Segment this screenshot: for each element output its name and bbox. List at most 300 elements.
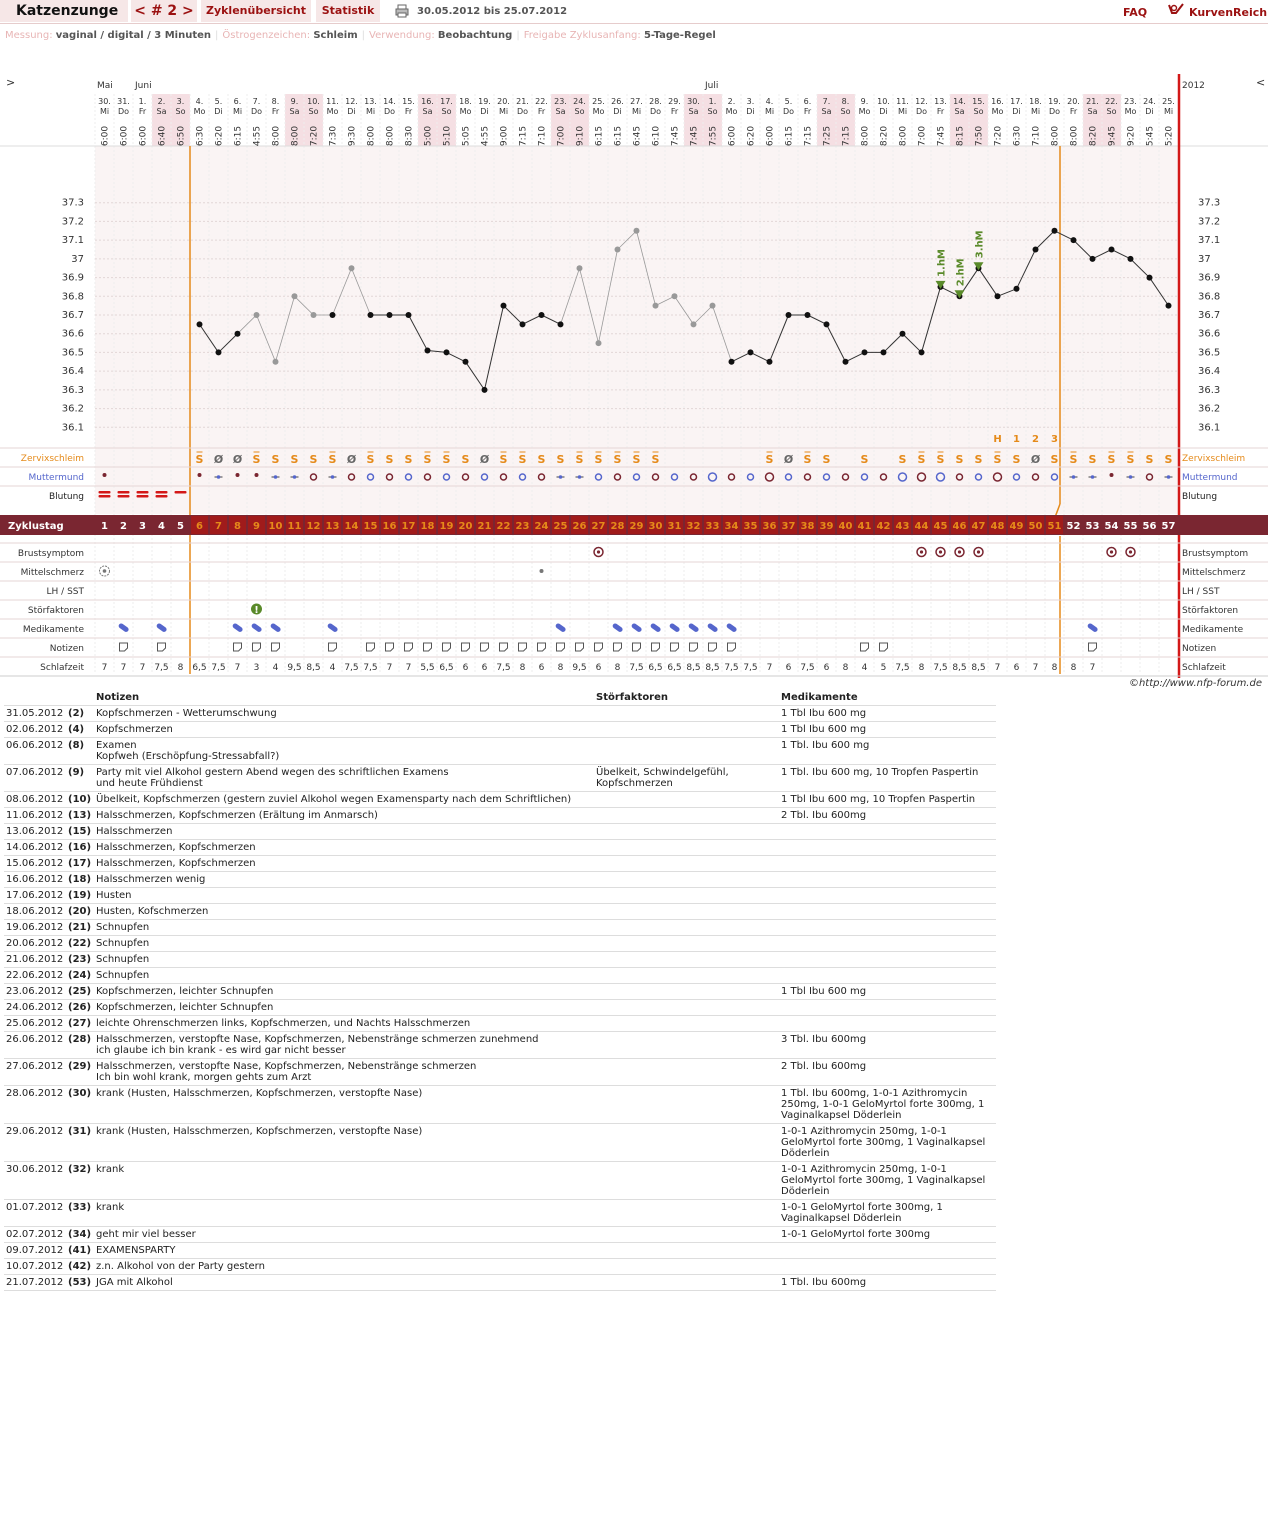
faq-link[interactable]: FAQ <box>1123 6 1148 19</box>
row-note: Halsschmerzen <box>94 823 594 839</box>
row-cycle-day: (10) <box>66 791 94 807</box>
cycle-day-number: 5 <box>177 521 184 532</box>
credit-url: http://www.nfp-forum.de <box>1138 678 1262 689</box>
high-marker-label: 3.hM <box>974 230 986 259</box>
row-meds <box>779 855 996 871</box>
row-meds <box>779 903 996 919</box>
cervix-line-dot <box>1072 475 1076 479</box>
y-tick-right: 36.5 <box>1198 347 1221 359</box>
temp-point <box>482 387 488 393</box>
date-label: 17. <box>440 97 453 106</box>
mucus-symbol: Ø <box>232 453 243 466</box>
row-date: 26.06.2012 <box>4 1031 66 1058</box>
table-row <box>4 705 996 721</box>
sleep-value: 8,5 <box>306 663 321 673</box>
nav-next-arrow: < <box>1256 76 1266 89</box>
note-icon <box>671 643 679 651</box>
weekday-label: Di <box>1145 107 1154 116</box>
weekday-label: Di <box>613 107 622 116</box>
date-label: 16. <box>421 97 434 106</box>
row-note: Husten <box>94 887 594 903</box>
pill-icon <box>688 622 700 632</box>
date-label: 20. <box>497 97 510 106</box>
weekday-label: Di <box>480 107 489 116</box>
row-date: 30.06.2012 <box>4 1161 66 1199</box>
time-label: 9:20 <box>1126 125 1137 147</box>
y-tick-left: 36.7 <box>61 310 84 321</box>
sleep-value: 8,5 <box>686 663 701 673</box>
date-label: 9. <box>290 97 299 106</box>
weekday-label: Do <box>915 107 928 116</box>
row-disturb <box>594 721 779 737</box>
grid-column-bg <box>665 146 684 514</box>
mucus-symbol: S <box>404 453 413 466</box>
date-label: 2. <box>727 97 736 106</box>
sleep-value: 7 <box>386 663 393 673</box>
cycle-day-number: 30 <box>648 521 663 532</box>
row-meds <box>779 839 996 855</box>
cervix-line-dot <box>559 475 563 479</box>
temp-point <box>330 312 336 318</box>
temp-point <box>520 321 526 327</box>
cycle-day-number: 40 <box>838 521 853 532</box>
count-label: H <box>993 434 1002 445</box>
cycle-day-number: 38 <box>800 521 815 532</box>
temp-point <box>596 340 602 346</box>
time-label: 6:45 <box>632 125 643 147</box>
sleep-value: 6,5 <box>667 663 682 673</box>
breast-symptom-dot <box>958 550 961 553</box>
row-date: 21.06.2012 <box>4 951 66 967</box>
row-meds <box>779 1015 996 1031</box>
note-icon <box>709 643 717 651</box>
table-row <box>4 1258 996 1274</box>
row-cycle-day: (25) <box>66 983 94 999</box>
y-tick-right: 36.6 <box>1198 328 1221 340</box>
pill-icon <box>156 622 168 632</box>
bleeding-bar <box>118 491 130 494</box>
row-note: Halsschmerzen, Kopfschmerzen (Erältung im Anmarsch) <box>94 807 594 823</box>
row-label-left: LH / SST <box>46 587 84 597</box>
row-label-left: Medikamente <box>22 625 84 635</box>
cervix-line-dot <box>1167 475 1171 479</box>
row-date: 18.06.2012 <box>4 903 66 919</box>
cervix-line-dot <box>331 475 335 479</box>
row-cycle-day: (24) <box>66 967 94 983</box>
weekday-label: Mi <box>1163 107 1174 116</box>
cycle-day-number: 23 <box>515 521 530 532</box>
weekday-label: Mi <box>1030 107 1041 116</box>
cycle-day-number: 46 <box>952 521 967 532</box>
meta-label: Östrogenzeichen: <box>222 30 314 41</box>
time-label: 8:00 <box>1069 125 1080 147</box>
cycle-chart <box>0 74 1268 678</box>
bleeding-bar <box>137 491 149 494</box>
temp-point <box>862 349 868 355</box>
table-row <box>4 903 996 919</box>
bleeding-bar <box>156 491 168 494</box>
credit[interactable] <box>1129 678 1262 689</box>
notes-table <box>4 690 996 1291</box>
cycle-day-number: 34 <box>724 521 739 532</box>
tab-cycle-overview[interactable]: Zyklenübersicht <box>201 0 311 22</box>
high-marker-label: 2.hM <box>955 258 967 287</box>
time-label: 5:20 <box>1164 125 1175 147</box>
copyright-symbol: © <box>1128 678 1139 689</box>
weekday-label: So <box>574 107 585 116</box>
row-note: krank <box>94 1199 594 1226</box>
time-label: 7:30 <box>328 125 339 147</box>
weekday-label: Mo <box>193 107 206 116</box>
heart-logo-icon <box>1167 2 1185 16</box>
temp-point <box>1033 247 1039 253</box>
row-date: 10.07.2012 <box>4 1258 66 1274</box>
cycle-day-number: 10 <box>268 521 283 532</box>
weekday-label: Di <box>347 107 356 116</box>
temp-point <box>235 331 241 337</box>
time-label: 7:55 <box>708 125 719 147</box>
row-note: Halsschmerzen, Kopfschmerzen <box>94 855 594 871</box>
row-label-left: Brustsymptom <box>17 549 84 559</box>
breast-symptom-dot <box>597 550 600 553</box>
mucus-symbol: Ø <box>479 453 490 466</box>
note-icon <box>728 643 736 651</box>
y-tick-right: 37 <box>1198 253 1211 265</box>
grid-column-bg <box>836 146 855 514</box>
breast-symptom-dot <box>977 550 980 553</box>
sleep-value: 8 <box>842 663 849 673</box>
date-label: 8. <box>841 97 850 106</box>
weekday-label: Fr <box>936 107 945 116</box>
note-icon <box>614 643 622 651</box>
date-label: 4. <box>195 97 204 106</box>
row-disturb <box>594 967 779 983</box>
sleep-value: 8 <box>557 663 564 673</box>
table-row <box>4 935 996 951</box>
table-row <box>4 951 996 967</box>
cycle-day-number: 28 <box>610 521 625 532</box>
time-label: 6:00 <box>727 125 738 147</box>
mucus-symbol: S <box>499 453 508 466</box>
mucus-symbol: S <box>974 453 983 466</box>
sleep-value: 7 <box>1032 663 1039 673</box>
temp-point <box>197 321 203 327</box>
time-label: 6:15 <box>613 125 624 147</box>
cycle-day-number: 47 <box>971 521 986 532</box>
note-icon <box>405 643 413 651</box>
grid-column-bg <box>95 146 114 514</box>
pill-icon <box>631 622 643 632</box>
row-date: 09.07.2012 <box>4 1242 66 1258</box>
app-title: Katzenzunge <box>0 0 128 22</box>
sleep-value: 7 <box>234 663 241 673</box>
table-row <box>4 919 996 935</box>
mucus-symbol: S <box>366 453 375 466</box>
sleep-value: 8,5 <box>705 663 720 673</box>
table-row <box>4 807 996 823</box>
cycle-day-number: 36 <box>762 521 777 532</box>
date-label: 16. <box>991 97 1004 106</box>
row-disturb <box>594 1199 779 1226</box>
sleep-value: 7,5 <box>895 663 910 673</box>
weekday-label: Sa <box>1087 107 1098 116</box>
row-meds: 1-0-1 GeloMyrtol forte 300mg, 1 Vaginalkapsel Döderlein <box>779 1199 996 1226</box>
date-label: 28. <box>649 97 662 106</box>
temp-point <box>463 359 469 365</box>
y-tick-right: 37.3 <box>1198 197 1221 209</box>
note-icon <box>234 643 242 651</box>
date-label: 2. <box>157 97 166 106</box>
date-label: 18. <box>1029 97 1042 106</box>
meta-separator: | <box>215 30 219 41</box>
weekday-label: Mo <box>1124 107 1137 116</box>
table-row <box>4 737 996 764</box>
cycle-day-number: 3 <box>139 521 146 532</box>
weekday-label: Fr <box>138 107 147 116</box>
time-label: 6:00 <box>100 125 111 147</box>
table-row <box>4 1199 996 1226</box>
row-cycle-day: (18) <box>66 871 94 887</box>
cycle-switcher[interactable]: < # 2 > <box>131 0 197 22</box>
cycle-day-number: 26 <box>572 521 587 532</box>
temp-point <box>995 293 1001 299</box>
time-label: 8:00 <box>271 125 282 147</box>
row-cycle-day: (20) <box>66 903 94 919</box>
date-label: 15. <box>972 97 985 106</box>
count-label: 3 <box>1051 434 1058 445</box>
date-label: 23. <box>1124 97 1137 106</box>
meta-value: 5-Tage-Regel <box>643 30 716 41</box>
col-cd <box>66 690 94 705</box>
y-tick-left: 36.5 <box>61 347 84 359</box>
date-label: 1. <box>708 97 717 106</box>
sleep-value: 8,5 <box>971 663 986 673</box>
mucus-symbol: S <box>1050 453 1059 466</box>
row-disturb <box>594 839 779 855</box>
row-disturb <box>594 791 779 807</box>
tab-statistics[interactable]: Statistik <box>316 0 380 22</box>
time-label: 8:00 <box>366 125 377 147</box>
temp-point <box>368 312 374 318</box>
row-note: Kopfschmerzen <box>94 721 594 737</box>
sleep-value: 3 <box>253 663 260 673</box>
bleeding-bar <box>175 491 187 494</box>
sleep-value: 7 <box>1089 663 1096 673</box>
cycle-day-number: 44 <box>914 521 929 532</box>
row-label-right: Störfaktoren <box>1182 606 1239 616</box>
meta-separator: | <box>361 30 365 41</box>
y-tick-right: 36.1 <box>1198 422 1221 434</box>
mucus-symbol: S <box>309 453 318 466</box>
row-note: Kopfschmerzen - Wetterumschwung <box>94 705 594 721</box>
cycle-day-number: 50 <box>1028 521 1043 532</box>
table-row <box>4 839 996 855</box>
row-cycle-day: (16) <box>66 839 94 855</box>
print-icon[interactable] <box>395 4 409 18</box>
weekday-label: Mo <box>326 107 339 116</box>
cycle-day-number: 4 <box>158 521 165 532</box>
temp-point <box>539 312 545 318</box>
weekday-label: Mo <box>459 107 472 116</box>
date-range: 30.05.2012 bis 25.07.2012 <box>417 6 568 17</box>
bleeding-bar <box>118 495 130 498</box>
sleep-value: 7,5 <box>154 663 169 673</box>
cycle-day-number: 55 <box>1123 521 1138 532</box>
row-label-right: Schlafzeit <box>1182 663 1226 673</box>
date-label: 23. <box>554 97 567 106</box>
row-date: 16.06.2012 <box>4 871 66 887</box>
temp-point <box>691 321 697 327</box>
time-label: 7:25 <box>822 125 833 147</box>
sleep-value: 7 <box>766 663 773 673</box>
pill-icon <box>251 622 263 632</box>
y-tick-left: 36.3 <box>61 384 84 396</box>
weekday-label: Fr <box>1069 107 1078 116</box>
row-date: 13.06.2012 <box>4 823 66 839</box>
cycle-day-number: 42 <box>876 521 891 532</box>
pill-icon <box>612 622 624 632</box>
time-label: 6:15 <box>784 125 795 147</box>
temp-point <box>425 348 431 354</box>
pill-icon <box>232 622 244 632</box>
cycle-day-number: 1 <box>101 521 108 532</box>
mucus-symbol: S <box>1164 453 1173 466</box>
sleep-value: 8 <box>614 663 621 673</box>
temp-point <box>900 331 906 337</box>
sleep-value: 5,5 <box>420 663 435 673</box>
cycle-day-number: 16 <box>382 521 397 532</box>
sleep-value: 7,5 <box>344 663 359 673</box>
row-cycle-day: (32) <box>66 1161 94 1199</box>
row-cycle-day: (34) <box>66 1226 94 1242</box>
mucus-symbol: S <box>442 453 451 466</box>
date-label: 24. <box>573 97 586 106</box>
row-meds: 2 Tbl. Ibu 600mg <box>779 1058 996 1085</box>
row-cycle-day: (17) <box>66 855 94 871</box>
weekday-label: Do <box>782 107 795 116</box>
mucus-symbol: S <box>594 453 603 466</box>
temp-point <box>1109 247 1115 253</box>
cycle-day-number: 52 <box>1066 521 1081 532</box>
date-label: 14. <box>383 97 396 106</box>
weekday-label: Sa <box>555 107 566 116</box>
weekday-label: Do <box>516 107 529 116</box>
col-notes: Notizen <box>94 690 594 705</box>
y-tick-right: 36.3 <box>1198 384 1221 396</box>
temp-point <box>216 349 222 355</box>
table-row <box>4 823 996 839</box>
date-label: 31. <box>117 97 130 106</box>
mucus-symbol: S <box>271 453 280 466</box>
row-label-right: Blutung <box>1182 492 1218 502</box>
row-cycle-day: (41) <box>66 1242 94 1258</box>
row-label-right: Zervixschleim <box>1182 454 1246 464</box>
date-label: 19. <box>478 97 491 106</box>
row-note: EXAMENSPARTY <box>94 1242 594 1258</box>
date-label: 22. <box>535 97 548 106</box>
note-icon <box>158 643 166 651</box>
y-tick-left: 37.2 <box>61 216 84 228</box>
weekday-label: Fr <box>537 107 546 116</box>
mucus-symbol: S <box>195 453 204 466</box>
weekday-label: Sa <box>289 107 300 116</box>
pill-icon <box>1087 622 1099 632</box>
row-meds: 1-0-1 Azithromycin 250mg, 1-0-1 GeloMyrtol forte 300mg, 1 Vaginalkapsel Döderlein <box>779 1123 996 1161</box>
y-tick-left: 37.1 <box>61 235 84 247</box>
y-tick-left: 36.1 <box>61 422 84 434</box>
table-row <box>4 967 996 983</box>
col-disturb: Störfaktoren <box>594 690 779 705</box>
row-meds: 1 Tbl. Ibu 600mg, 1-0-1 Azithromycin 250mg, 1-0-1 GeloMyrtol forte 300mg, 1 Vaginalkapsel Döderlein <box>779 1085 996 1123</box>
row-meds: 1 Tbl Ibu 600 mg <box>779 705 996 721</box>
row-meds <box>779 919 996 935</box>
cycle-day-number: 27 <box>591 521 606 532</box>
row-date: 27.06.2012 <box>4 1058 66 1085</box>
row-disturb <box>594 1085 779 1123</box>
cycle-day-number: 17 <box>401 521 416 532</box>
row-note: krank (Husten, Halsschmerzen, Kopfschmerzen, verstopfte Nase) <box>94 1085 594 1123</box>
note-icon <box>1089 643 1097 651</box>
row-date: 07.06.2012 <box>4 764 66 791</box>
weekday-label: Mi <box>232 107 243 116</box>
cycle-day-number: 22 <box>496 521 511 532</box>
date-label: 21. <box>1086 97 1099 106</box>
brand-link[interactable] <box>1167 2 1267 19</box>
month-label: Juli <box>705 81 719 91</box>
cervix-line-dot <box>293 475 297 479</box>
time-label: 7:00 <box>917 125 928 147</box>
sleep-value: 4 <box>861 663 868 673</box>
weekday-label: So <box>308 107 319 116</box>
row-note: Halsschmerzen wenig <box>94 871 594 887</box>
meta-separator: | <box>516 30 520 41</box>
row-disturb <box>594 855 779 871</box>
sleep-value: 6 <box>595 663 602 673</box>
row-date: 20.06.2012 <box>4 935 66 951</box>
temp-point <box>748 349 754 355</box>
row-disturb <box>594 1031 779 1058</box>
sleep-value: 7 <box>994 663 1001 673</box>
temp-point <box>444 349 450 355</box>
time-label: 7:20 <box>993 125 1004 147</box>
temp-point <box>786 312 792 318</box>
row-date: 06.06.2012 <box>4 737 66 764</box>
y-tick-left: 37.3 <box>61 197 84 209</box>
note-icon <box>481 643 489 651</box>
sleep-value: 7 <box>101 663 108 673</box>
sleep-value: 7,5 <box>496 663 511 673</box>
row-disturb <box>594 1161 779 1199</box>
temp-point <box>1166 303 1172 309</box>
mucus-symbol: S <box>423 453 432 466</box>
time-label: 4:55 <box>480 125 491 147</box>
grid-column-bg <box>722 146 741 514</box>
cycle-day-number: 19 <box>439 521 454 532</box>
grid-column-bg <box>703 146 722 514</box>
sleep-value: 6 <box>785 663 792 673</box>
mucus-symbol: S <box>575 453 584 466</box>
breast-symptom-dot <box>939 550 942 553</box>
row-note: Schnupfen <box>94 935 594 951</box>
table-row <box>4 983 996 999</box>
grid-column-bg <box>684 146 703 514</box>
grid-column-bg <box>152 146 171 514</box>
cycle-day-number: 6 <box>196 521 203 532</box>
row-note: Schnupfen <box>94 967 594 983</box>
mucus-symbol: S <box>556 453 565 466</box>
y-tick-left: 36.6 <box>61 328 84 340</box>
sleep-value: 9,5 <box>287 663 302 673</box>
